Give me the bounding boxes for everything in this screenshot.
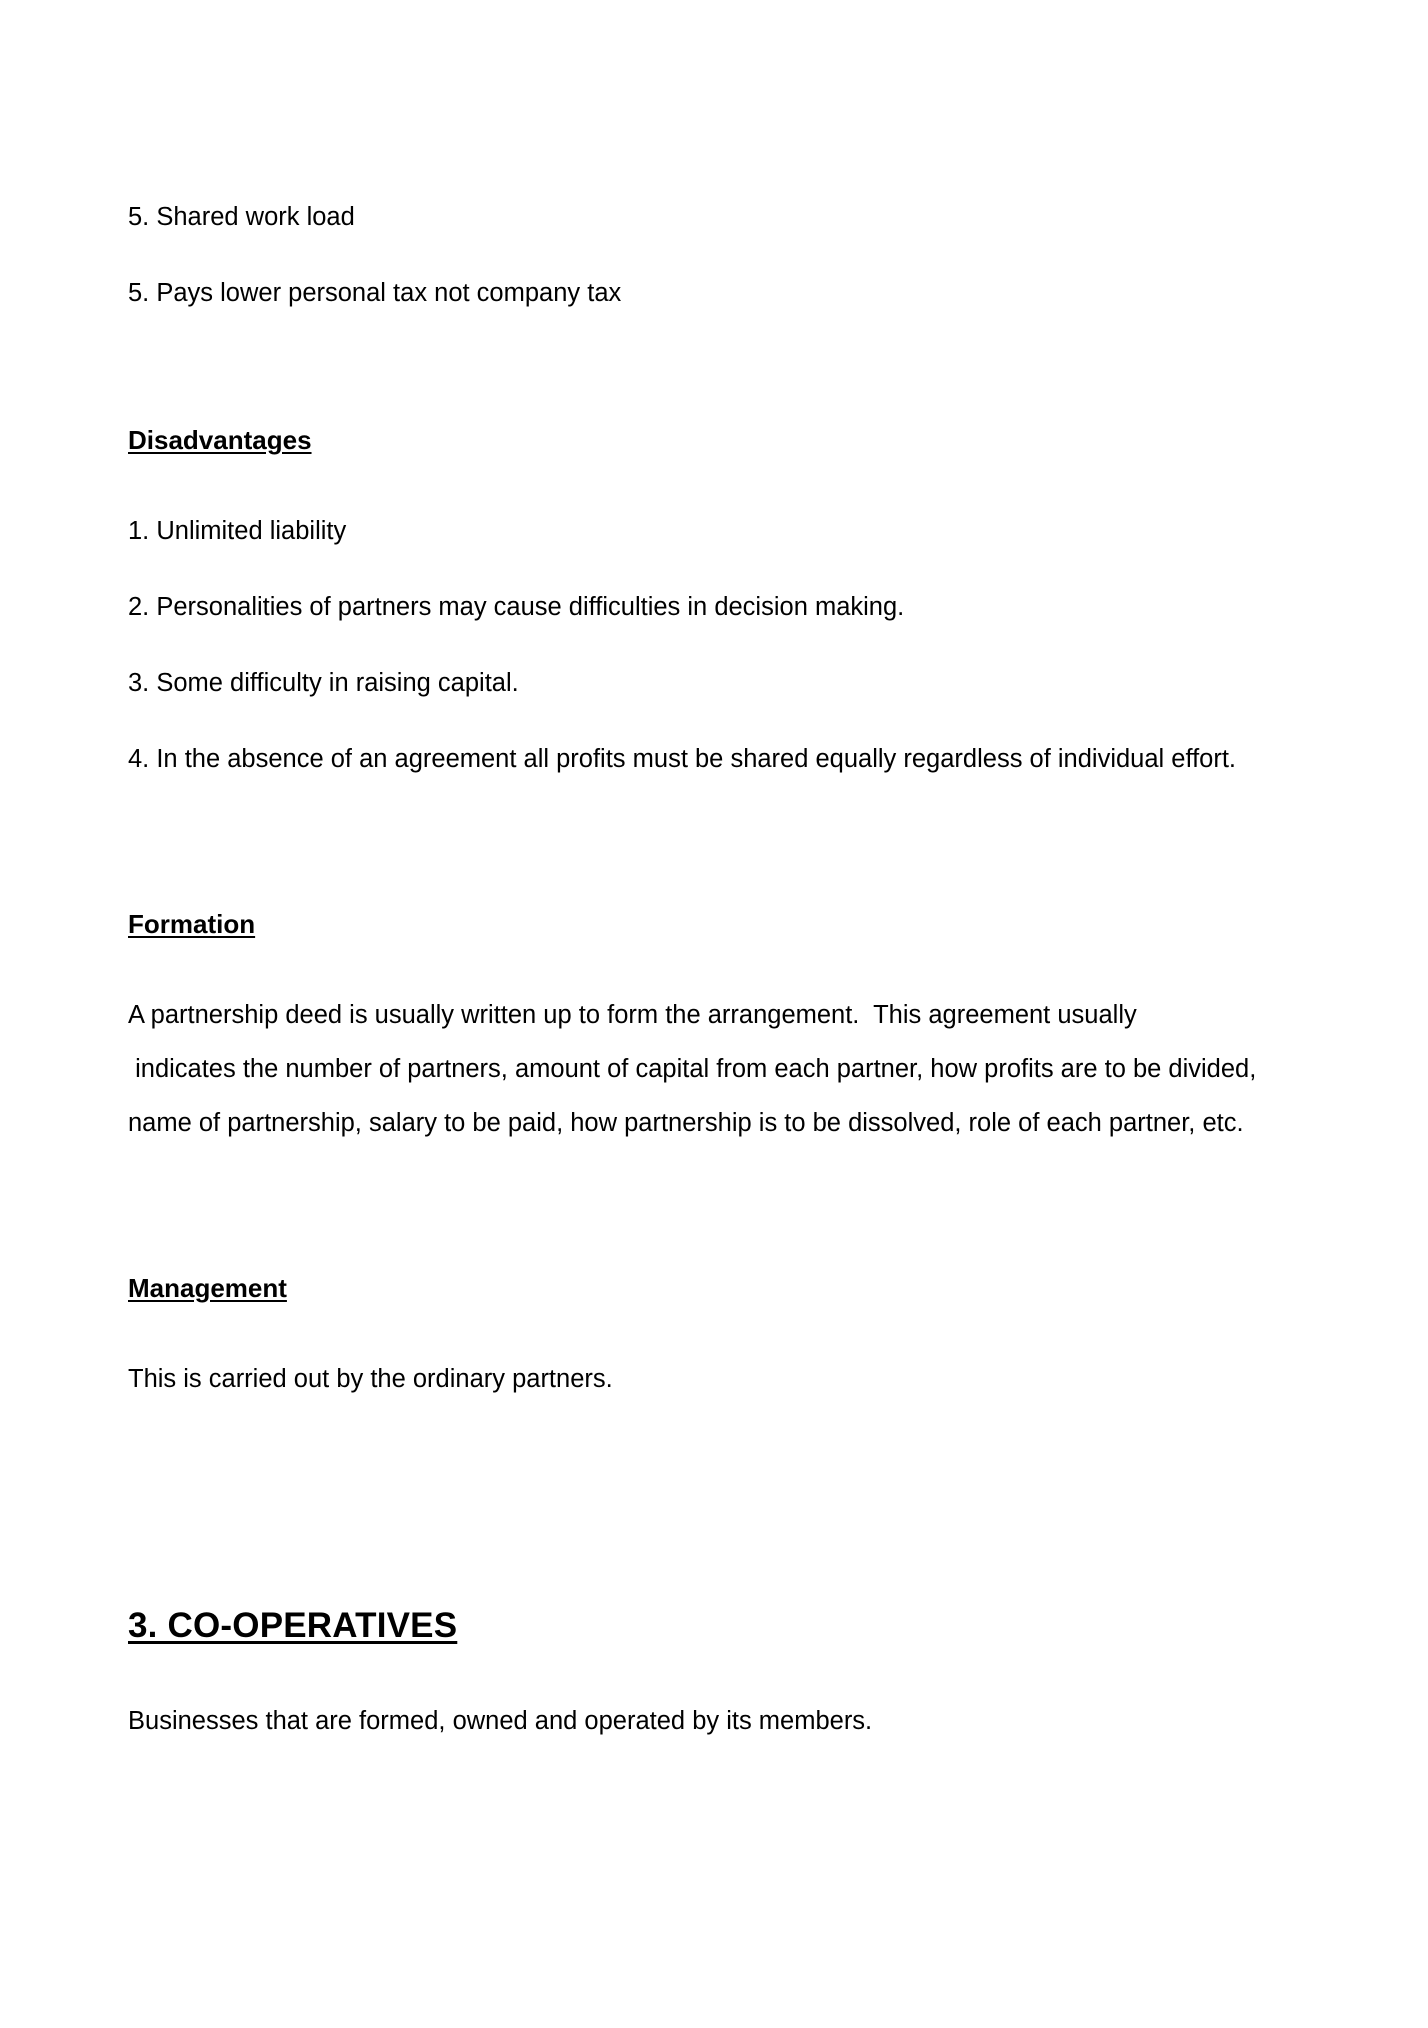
section-gap-spacer [128,1524,1288,1602]
heading-gap-spacer [128,944,1288,988]
list-item: 3. Some difficulty in raising capital. [128,669,519,697]
list-item: 5. Shared work load [128,203,355,231]
paragraph: A partnership deed is usually written up to form the arrangement. This agreement usually [128,1001,1137,1029]
section-gap-spacer [128,1406,1288,1524]
paragraph: Businesses that are formed, owned and operated by its members. [128,1707,873,1735]
section-gap-spacer [128,786,1288,904]
list-item: 5. Pays lower personal tax not company tax [128,279,622,307]
list-item: 1. Unlimited liability [128,517,347,545]
heading-gap-spacer [128,460,1288,504]
section-heading-formation: Formation [128,909,256,939]
section-heading-disadvantages: Disadvantages [128,425,312,455]
document-body [128,0,1288,1748]
section-gap-spacer [128,1150,1288,1268]
paragraph: indicates the number of partners, amount of capital from each partner, how profits are to be divided, name of partnership, salary to be paid, how partnership is to be dissolved, role of each partner, etc. [128,1055,1264,1137]
section-heading-cooperatives: 3. CO-OPERATIVES [128,1606,458,1645]
heading-gap-spacer [128,1308,1288,1352]
section-gap-spacer [128,320,1288,420]
paragraph: This is carried out by the ordinary partners. [128,1365,613,1393]
list-item: 4. In the absence of an agreement all profits must be shared equally regardless of individual effort. [128,745,1237,773]
section-heading-management: Management [128,1273,287,1303]
top-margin-spacer [128,0,1288,190]
list-item: 2. Personalities of partners may cause difficulties in decision making. [128,593,905,621]
heading-gap-spacer [128,1650,1288,1694]
